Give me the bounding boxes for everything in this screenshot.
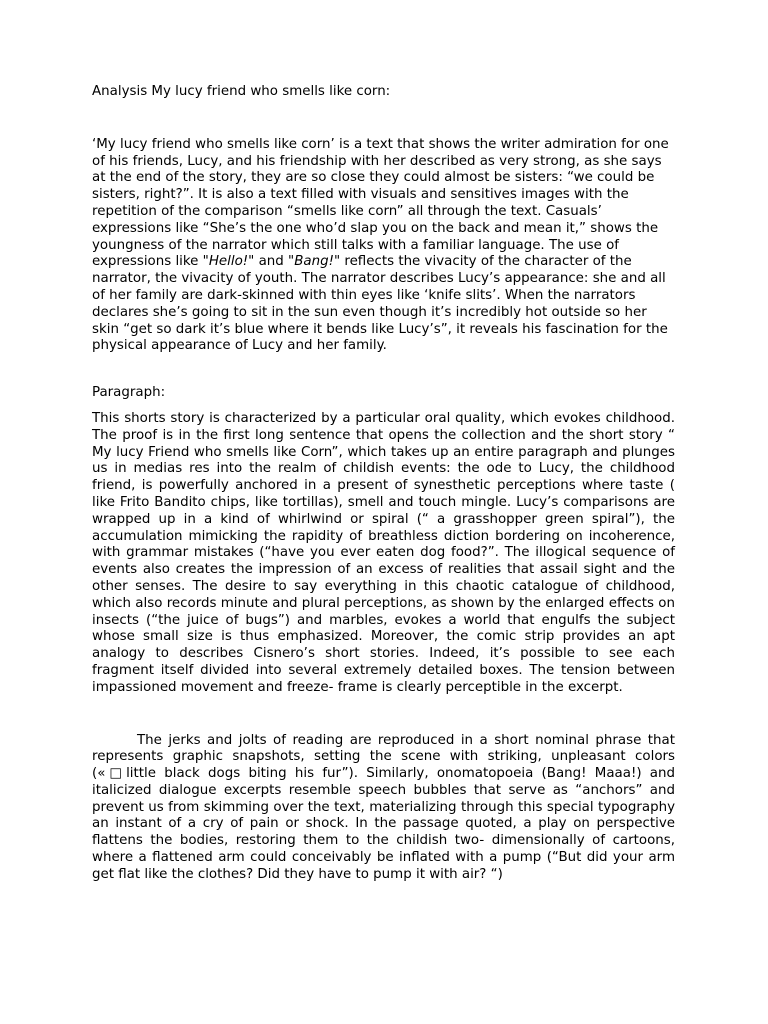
- paragraph-analysis-part-a: ‘My lucy friend who smells like corn’ is a text that shows the writer admiration for one of his friends, Lucy, and his friendship with her described as very strong, as she says at the end of the story, they are so close they could almost be sisters: “we could be sisters, right?”. It is also a text filled with visuals and sensitives images with the repetition of the comparison “smells like corn” all through the text. Casuals’ expressions like “She’s the one who’d slap you on the back and mean it,” shows the youngness of the narrator which still talks with a familiar language. The use of expressions like ": [92, 136, 669, 270]
- emphasis-hello: Hello!: [208, 254, 249, 270]
- paragraph-oral-quality: This shorts story is characterized by a particular oral quality, which evokes childhood. The proof is in the first long sentence that opens the collection and the short story “ My lucy Friend who smells like Corn”, which takes up an entire paragraph and plunges us in medias res into the realm of childish events: the ode to Lucy, the childhood friend, is powerfully anchored in a present of synesthetic perceptions where taste ( like Frito Bandito chips, like tortillas), smell and touch mingle. Lucy’s comparisons are wrapped up in a kind of whirlwind or spiral (“ a grasshopper green spiral”), the accumulation mimicking the rapidity of breathless diction bordering on incoherence, with grammar mistakes (“have you ever eaten dog food?”. The illogical sequence of events also creates the impression of an excess of realities that assail sight and the other senses. The desire to say everything in this chaotic catalogue of childhood, which also records minute and plural perceptions, as shown by the enlarged effects on insects (“the juice of bugs”) and marbles, evokes a world that engulfs the subject whose small size is thus emphasized. Moreover, the comic strip provides an apt analogy to describes Cisnero’s short stories. Indeed, it’s possible to see each fragment itself divided into several extremely detailed boxes. The tension between impassioned movement and freeze- frame is clearly perceptible in the excerpt.: [92, 410, 675, 695]
- paragraph-analysis-part-b: " and ": [248, 254, 295, 270]
- paragraph-analysis: [92, 137, 675, 355]
- emphasis-bang: Bang!: [294, 254, 334, 270]
- spacer: [92, 101, 675, 137]
- document-title: Analysis My lucy friend who smells like corn:: [92, 84, 391, 99]
- paragraph-analysis-part-c: " reflects the vivacity of the character of the narrator, the vivacity of youth. The narrator describes Lucy’s appearance: she and all of her family are dark-skinned with thin eyes like ‘knife slits’. When the narrators declares she’s going to sit in the sun even though it’s incredibly hot outside so her skin “get so dark it’s blue where it bends like Lucy’s”, it reveals his fascination for the physical appearance of Lucy and her family.: [92, 254, 668, 354]
- paragraph-jerks-and-jolts: The jerks and jolts of reading are reproduced in a short nominal phrase that represents graphic snapshots, setting the scene with striking, unpleasant colors («□little black dogs biting his fur”). Similarly, onomatopoeia (Bang! Maaa!) and italicized dialogue excerpts resemble speech bubbles that serve as “anchors” and prevent us from skimming over the text, materializing through this special typography an instant of a cry of pain or shock. In the passage quoted, a play on perspective flattens the bodies, restoring them to the childish two- dimensionally of cartoons, where a flattened arm could conceivably be inflated with a pump (“But did your arm get flat like the clothes? Did they have to pump it with air? “): [92, 732, 675, 882]
- spacer: [92, 402, 675, 411]
- document-page: [92, 84, 675, 884]
- spacer: [92, 355, 675, 385]
- spacer: [92, 697, 675, 733]
- section-heading: Paragraph:: [92, 385, 166, 401]
